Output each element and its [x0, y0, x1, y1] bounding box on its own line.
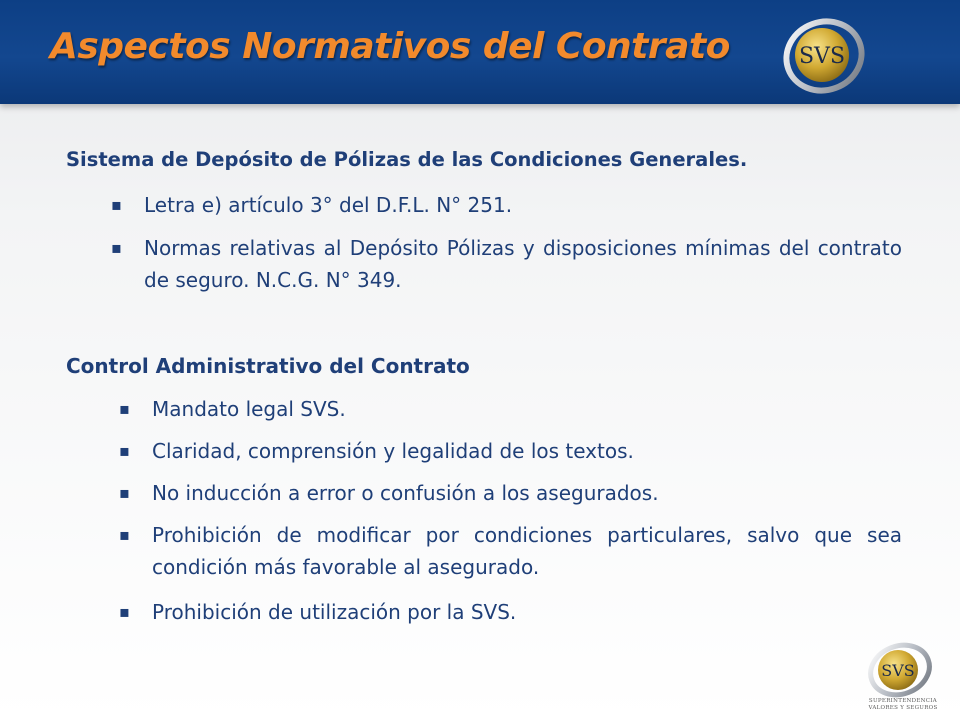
logo-text: SVS — [798, 44, 846, 69]
list-item — [119, 393, 904, 425]
list-item — [119, 596, 904, 628]
bullet-square-icon: ▪ — [111, 195, 122, 214]
section-heading: Control Administrativo del Contrato — [66, 354, 470, 378]
bullet-square-icon: ▪ — [111, 238, 122, 257]
bullet-square-icon: ▪ — [119, 399, 130, 418]
header-bar — [0, 0, 960, 104]
list-item — [119, 435, 904, 467]
logo-caption-line: SUPERINTENDENCIA — [868, 698, 938, 704]
list-item — [119, 477, 904, 509]
list-item-text: Mandato legal SVS. — [152, 397, 346, 421]
svs-logo-icon — [782, 12, 866, 96]
bullet-square-icon: ▪ — [119, 441, 130, 460]
bullet-square-icon: ▪ — [119, 483, 130, 502]
list-item-text: No inducción a error o confusión a los asegurados. — [152, 481, 659, 505]
list-item — [111, 232, 902, 296]
section-heading: Sistema de Depósito de Pólizas de las Condiciones Generales. — [66, 148, 748, 171]
list-item-text: Prohibición de utilización por la SVS. — [152, 600, 517, 624]
slide-title: Aspectos Normativos del Contrato — [50, 26, 730, 67]
logo-text: SVS — [881, 661, 915, 680]
list-item-text: Normas relativas al Depósito Pólizas y disposiciones mínimas del contrato de seguro. N.C.G. N° 349. — [144, 236, 902, 292]
list-item-text: Prohibición de modificar por condiciones particulares, salvo que sea condición más favorable al asegurado. — [152, 523, 902, 579]
list-item — [119, 519, 902, 583]
bullet-square-icon: ▪ — [119, 525, 130, 544]
logo-caption — [860, 698, 946, 712]
list-item — [111, 189, 904, 221]
bullet-square-icon: ▪ — [119, 602, 130, 621]
list-item-text: Letra e) artículo 3° del D.F.L. N° 251. — [144, 193, 513, 217]
list-item-text: Claridad, comprensión y legalidad de los textos. — [152, 439, 634, 463]
logo-caption-line: VALORES Y SEGUROS — [868, 705, 938, 711]
